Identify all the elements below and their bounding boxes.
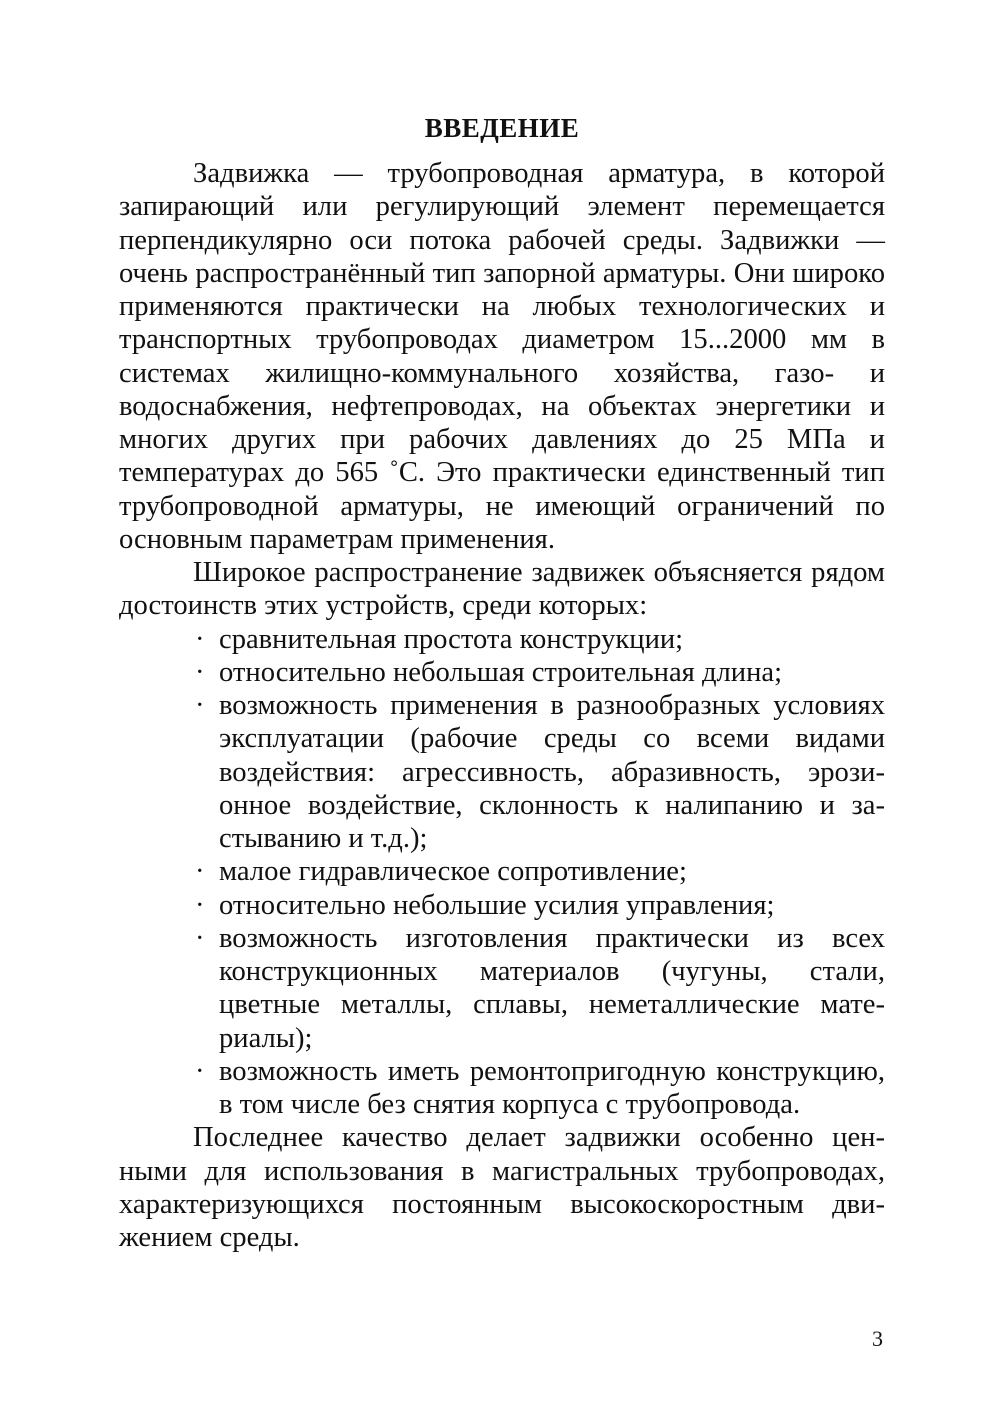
bullet-icon: ·	[195, 889, 205, 921]
advantages-intro-paragraph: Широкое распространение задвижек объясняется рядом достоинств этих устройств, среди которых:	[119, 557, 885, 622]
page-content	[119, 108, 885, 1254]
list-item-text: возможность иметь ремонтопригодную конструкцию, в том числе без снятия корпуса с трубопровода.	[219, 1055, 885, 1120]
bullet-icon: ·	[195, 623, 205, 655]
advantages-list	[119, 623, 885, 1122]
list-item	[119, 855, 885, 888]
list-item-text: относительно небольшие усилия управления;	[219, 889, 775, 921]
list-item	[119, 1055, 885, 1122]
bullet-icon: ·	[195, 856, 205, 888]
list-item-text: возможность изготовления практически из всех конструкционных материалов (чугуны, стали, цветные металлы, сплавы, неметаллические материалы);	[219, 922, 885, 1054]
list-item	[119, 656, 885, 689]
page-title: ВВЕДЕНИЕ	[424, 113, 580, 143]
list-item	[119, 922, 885, 1055]
list-item	[119, 889, 885, 922]
conclusion-paragraph: Последнее качество делает задвижки особенно ценными для использования в магистральных трубопроводах, характеризующихся постоянным высокоскоростным движением среды.	[119, 1122, 885, 1253]
bullet-icon: ·	[195, 656, 205, 688]
list-item-text: сравнительная простота конструкции;	[219, 623, 684, 655]
list-item	[119, 623, 885, 656]
list-item-text: относительно небольшая строительная длина;	[219, 656, 783, 688]
bullet-icon: ·	[195, 922, 205, 954]
list-item	[119, 689, 885, 855]
list-item-text: малое гидравлическое сопротивление;	[219, 856, 687, 888]
intro-paragraph: Задвижка — трубопроводная арматура, в которой запирающий или регулирующий элемент перемещается перпендикулярно оси потока рабочей среды. Задвижки — очень распространённый тип запорной арматуры. Они широко применяются практически на любых технологических и транспортных трубопроводах диаметром 15...2000 мм в системах жилищно-коммунального хозяйства, газо- и водоснабжения, нефтепроводах, на объектах энергетики и многих других при рабочих давлениях до 25 МПа и температурах до 565 ˚С. Это практически единственный тип трубопроводной арматуры, не имеющий ограничений по основным параметрам применения.	[119, 158, 885, 555]
list-item-text: возможность применения в разнообразных условиях эксплуатации (рабочие среды со всеми видами воздействия: агрессивность, абразивность, эрозионное воздействие, склонность к налипанию и застыванию и т.д.);	[219, 690, 885, 854]
page-number: 3	[872, 1326, 883, 1351]
bullet-icon: ·	[195, 690, 205, 721]
bullet-icon: ·	[195, 1055, 205, 1087]
